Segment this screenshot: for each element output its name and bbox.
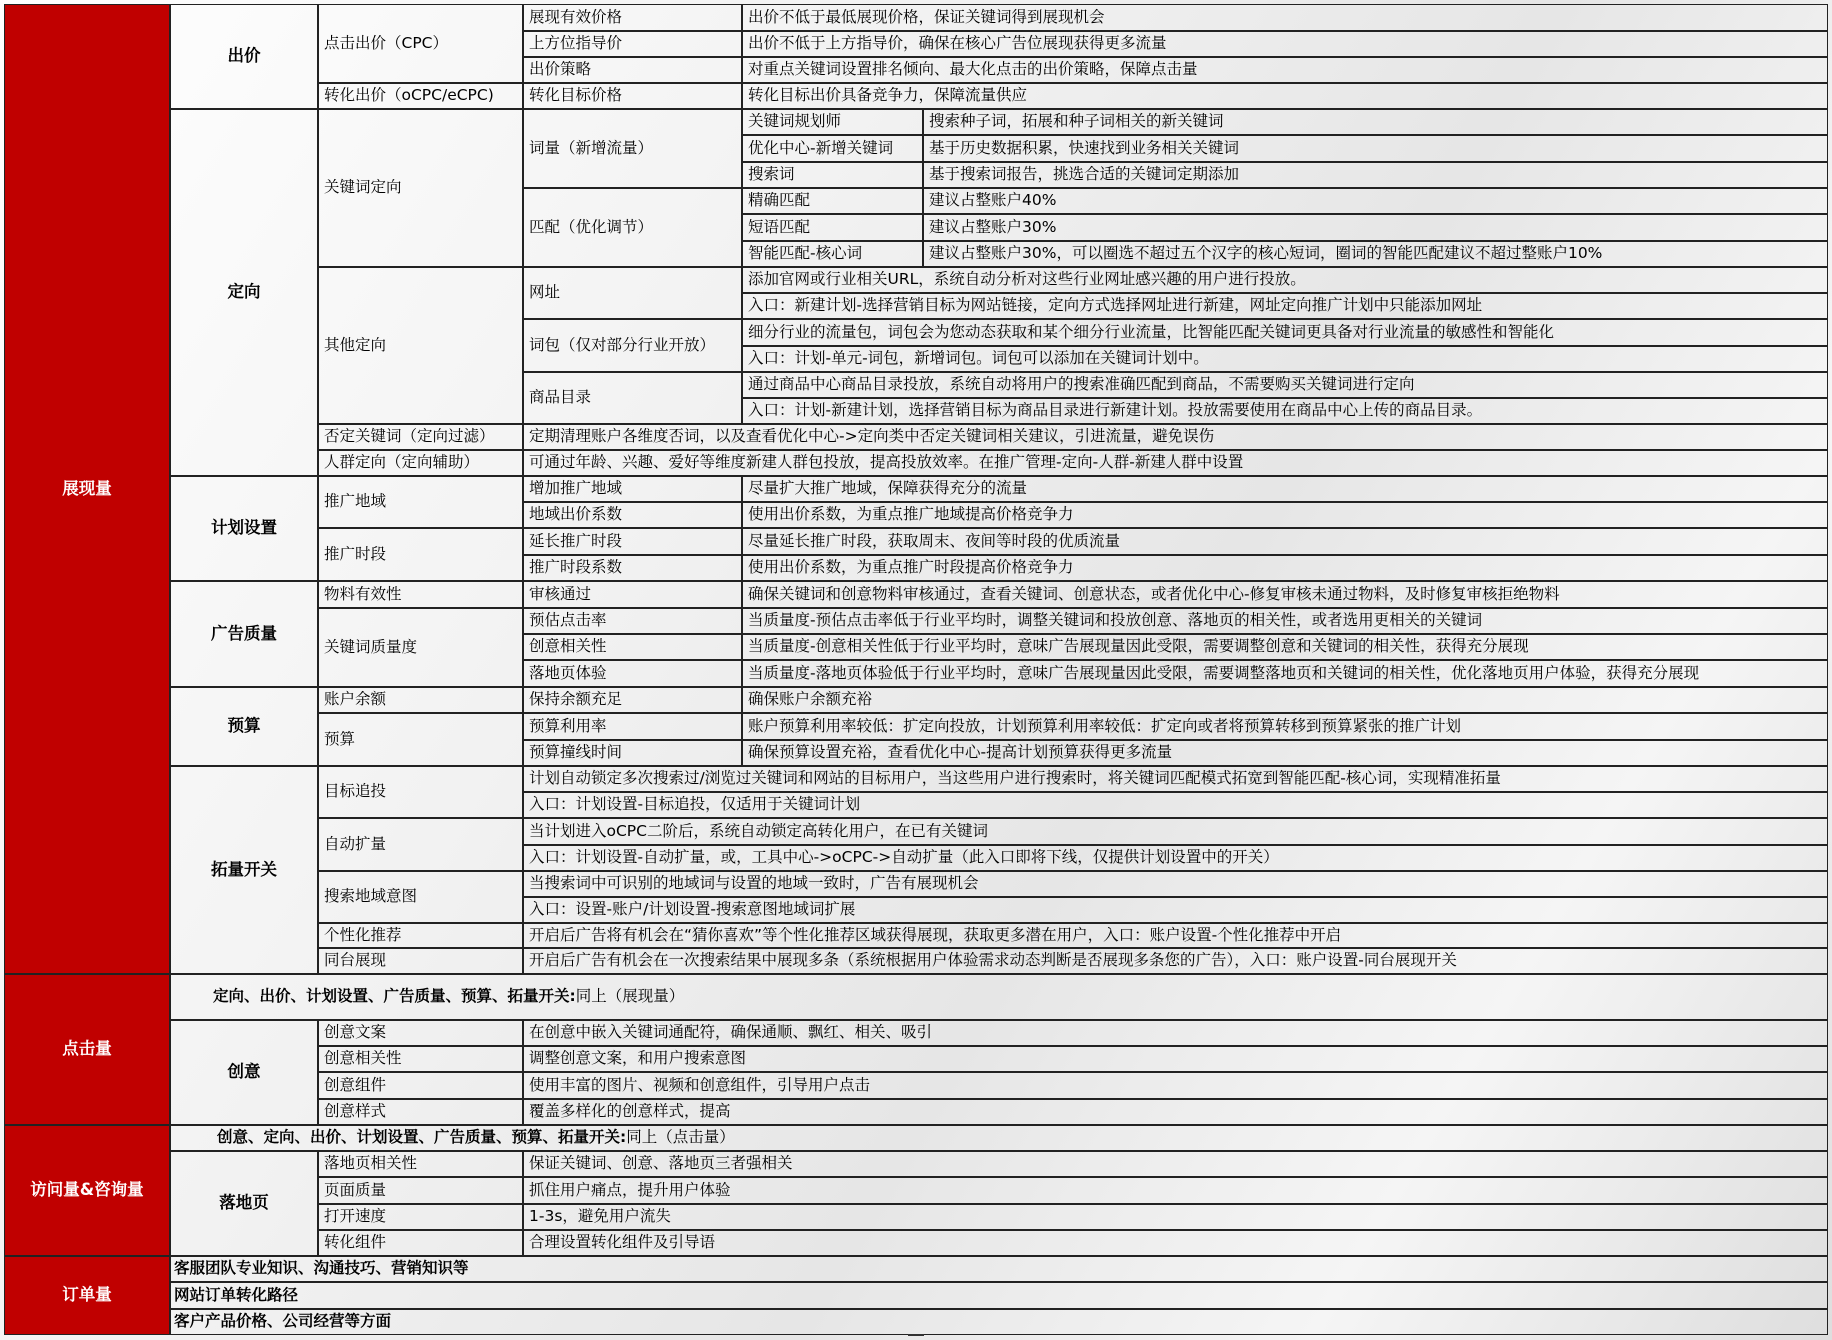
targeting-catalog-desc: 通过商品中心商品目录投放，系统自动将用户的搜索准确匹配到商品，不需要购买关键词进行定向 — [742, 372, 1828, 398]
orders-row: 客服团队专业知识、沟通技巧、营销知识等 — [170, 1256, 1828, 1282]
section-orders: 订单量 — [4, 1256, 170, 1335]
expansion-retarget-entry: 入口：计划设置-目标追投，仅适用于关键词计划 — [523, 792, 1828, 818]
keyword-desc: 搜索种子词，拓展和种子词相关的新关键词 — [923, 109, 1828, 135]
plan-item: 延长推广时段 — [523, 528, 742, 555]
expansion-retarget-desc: 计划自动锁定多次搜索过/浏览过关键词和网站的目标用户，当这些用户进行搜索时，将关键词匹配模式拓宽到智能匹配-核心词，实现精准拓量 — [523, 766, 1828, 792]
category-landing: 落地页 — [170, 1151, 318, 1256]
budget-balance: 账户余额 — [318, 687, 523, 713]
plan-desc: 尽量延长推广时段，获取周末、夜间等时段的优质流量 — [742, 528, 1828, 555]
creative-desc: 覆盖多样化的创意样式，提高 — [523, 1099, 1828, 1125]
budget-desc: 确保预算设置充裕，查看优化中心-提高计划预算获得更多流量 — [742, 740, 1828, 766]
expansion-personal: 个性化推荐 — [318, 923, 523, 948]
plan-item: 地域出价系数 — [523, 502, 742, 528]
category-ad-quality: 广告质量 — [170, 581, 318, 687]
expansion-personal-desc: 开启后广告将有机会在“猜你喜欢”等个性化推荐区域获得展现，获取更多潜在用户，入口：账户设置-个性化推荐中开启 — [523, 923, 1828, 948]
match-desc: 建议占整账户40% — [923, 188, 1828, 214]
creative-item: 创意文案 — [318, 1020, 523, 1046]
budget-item: 保持余额充足 — [523, 687, 742, 713]
quality-material: 物料有效性 — [318, 581, 523, 608]
bid-item: 转化目标价格 — [523, 83, 742, 109]
quality-item: 创意相关性 — [523, 634, 742, 660]
creative-desc: 使用丰富的图片、视频和创意组件，引导用户点击 — [523, 1072, 1828, 1099]
plan-region: 推广地域 — [318, 476, 523, 528]
expansion-multi-desc: 开启后广告有机会在一次搜索结果中展现多条（系统根据用户体验需求动态判断是否展现多条您的广告），入口：账户设置-同台展现开关 — [523, 948, 1828, 974]
expansion-geo-entry: 入口：设置-账户/计划设置-搜索意图地域词扩展 — [523, 897, 1828, 923]
targeting-url-entry: 入口：新建计划-选择营销目标为网站链接，定向方式选择网址进行新建，网址定向推广计划中只能添加网址 — [742, 293, 1828, 319]
quality-item: 预估点击率 — [523, 608, 742, 634]
budget-desc: 确保账户余额充裕 — [742, 687, 1828, 713]
match-desc: 建议占整账户30% — [923, 214, 1828, 241]
budget-desc: 账户预算利用率较低：扩定向投放，计划预算利用率较低：扩定向或者将预算转移到预算紧张的推广计划 — [742, 713, 1828, 740]
bid-desc: 出价不低于上方指导价，确保在核心广告位展现获得更多流量 — [742, 31, 1828, 57]
landing-desc: 合理设置转化组件及引导语 — [523, 1230, 1828, 1256]
match-type: 短语匹配 — [742, 214, 923, 241]
section-visits: 访问量&咨询量 — [4, 1125, 170, 1256]
landing-desc: 保证关键词、创意、落地页三者强相关 — [523, 1151, 1828, 1177]
expansion-geo: 搜索地域意图 — [318, 871, 523, 923]
targeting-pack-entry: 入口：计划-单元-词包，新增词包。词包可以添加在关键词计划中。 — [742, 346, 1828, 372]
category-plan-settings: 计划设置 — [170, 476, 318, 581]
section-impressions: 展现量 — [4, 4, 170, 974]
creative-item: 创意样式 — [318, 1099, 523, 1125]
expansion-auto-desc: 当计划进入oCPC二阶后，系统自动锁定高转化用户，在已有关键词 — [523, 818, 1828, 845]
match-type: 精确匹配 — [742, 188, 923, 214]
landing-item: 落地页相关性 — [318, 1151, 523, 1177]
targeting-url-desc: 添加官网或行业相关URL，系统自动分析对这些行业网址感兴趣的用户进行投放。 — [742, 267, 1828, 293]
category-creative: 创意 — [170, 1020, 318, 1125]
clicks-summary-label: 定向、出价、计划设置、广告质量、预算、拓量开关: — [213, 987, 576, 1006]
budget-item: 预算撞线时间 — [523, 740, 742, 766]
orders-row: 客户产品价格、公司经营等方面 — [170, 1309, 1828, 1335]
keyword-tool: 优化中心-新增关键词 — [742, 135, 923, 162]
plan-item: 增加推广地域 — [523, 476, 742, 502]
bid-desc: 转化目标出价具备竞争力，保障流量供应 — [742, 83, 1828, 109]
bid-desc: 出价不低于最低展现价格，保证关键词得到展现机会 — [742, 4, 1828, 31]
keyword-tool: 关键词规划师 — [742, 109, 923, 135]
budget-budget: 预算 — [318, 713, 523, 766]
bid-ocpc: 转化出价（oCPC/eCPC) — [318, 83, 523, 109]
targeting-audience: 人群定向（定向辅助） — [318, 450, 523, 476]
keyword-desc: 基于搜索词报告，挑选合适的关键词定期添加 — [923, 162, 1828, 188]
bid-item: 上方位指导价 — [523, 31, 742, 57]
expansion-geo-desc: 当搜索词中可识别的地域词与设置的地域一致时，广告有展现机会 — [523, 871, 1828, 897]
expansion-auto: 自动扩量 — [318, 818, 523, 871]
bid-cpc: 点击出价（CPC） — [318, 4, 523, 83]
targeting-keyword: 关键词定向 — [318, 109, 523, 267]
clicks-summary — [170, 974, 1828, 1020]
targeting-catalog: 商品目录 — [523, 372, 742, 424]
keyword-tool: 搜索词 — [742, 162, 923, 188]
plan-desc: 使用出价系数，为重点推广时段提高价格竞争力 — [742, 555, 1828, 581]
match-desc: 建议占整账户30%，可以圈选不超过五个汉字的核心短词，圈词的智能匹配建议不超过整账户10% — [923, 241, 1828, 267]
category-targeting: 定向 — [170, 109, 318, 476]
creative-item: 创意组件 — [318, 1072, 523, 1099]
quality-keyword: 关键词质量度 — [318, 608, 523, 687]
targeting-negative-desc: 定期清理账户各维度否词，以及查看优化中心->定向类中否定关键词相关建议，引进流量，避免误伤 — [523, 424, 1828, 450]
landing-item: 转化组件 — [318, 1230, 523, 1256]
targeting-match: 匹配（优化调节） — [523, 188, 742, 267]
targeting-pack: 词包（仅对部分行业开放） — [523, 319, 742, 372]
targeting-catalog-entry: 入口：计划-新建计划，选择营销目标为商品目录进行新建计划。投放需要使用在商品中心上传的商品目录。 — [742, 398, 1828, 424]
plan-item: 推广时段系数 — [523, 555, 742, 581]
orders-row: 网站订单转化路径 — [170, 1282, 1828, 1309]
landing-item: 打开速度 — [318, 1204, 523, 1230]
category-budget: 预算 — [170, 687, 318, 766]
section-clicks: 点击量 — [4, 974, 170, 1125]
plan-time: 推广时段 — [318, 528, 523, 581]
expansion-retarget: 目标追投 — [318, 766, 523, 818]
match-type: 智能匹配-核心词 — [742, 241, 923, 267]
targeting-pack-desc: 细分行业的流量包，词包会为您动态获取和某个细分行业流量，比智能匹配关键词更具备对行业流量的敏感性和智能化 — [742, 319, 1828, 346]
keyword-desc: 基于历史数据积累，快速找到业务相关关键词 — [923, 135, 1828, 162]
bid-item: 出价策略 — [523, 57, 742, 83]
bid-item: 展现有效价格 — [523, 4, 742, 31]
targeting-volume: 词量（新增流量） — [523, 109, 742, 188]
targeting-url: 网址 — [523, 267, 742, 319]
landing-item: 页面质量 — [318, 1177, 523, 1204]
visits-summary-label: 创意、定向、出价、计划设置、广告质量、预算、拓量开关: — [217, 1128, 627, 1147]
quality-item: 审核通过 — [523, 581, 742, 608]
landing-desc: 抓住用户痛点，提升用户体验 — [523, 1177, 1828, 1204]
page-marker — [908, 1334, 924, 1336]
visits-summary — [170, 1125, 1828, 1151]
landing-desc: 1-3s，避免用户流失 — [523, 1204, 1828, 1230]
targeting-audience-desc: 可通过年龄、兴趣、爱好等维度新建人群包投放，提高投放效率。在推广管理-定向-人群-新建人群中设置 — [523, 450, 1828, 476]
bid-desc: 对重点关键词设置排名倾向、最大化点击的出价策略，保障点击量 — [742, 57, 1828, 83]
visits-summary-text: 同上（点击量） — [626, 1128, 735, 1147]
creative-desc: 调整创意文案，和用户搜索意图 — [523, 1046, 1828, 1072]
quality-desc: 当质量度-预估点击率低于行业平均时，调整关键词和投放创意、落地页的相关性，或者选用更相关的关键词 — [742, 608, 1828, 634]
expansion-auto-entry: 入口：计划设置-自动扩量，或，工具中心->oCPC->自动扩量（此入口即将下线，仅提供计划设置中的开关） — [523, 845, 1828, 871]
plan-desc: 尽量扩大推广地域，保障获得充分的流量 — [742, 476, 1828, 502]
quality-item: 落地页体验 — [523, 660, 742, 687]
clicks-summary-text: 同上（展现量） — [575, 987, 685, 1006]
creative-item: 创意相关性 — [318, 1046, 523, 1072]
budget-item: 预算利用率 — [523, 713, 742, 740]
expansion-multi: 同台展现 — [318, 948, 523, 974]
targeting-other: 其他定向 — [318, 267, 523, 424]
quality-desc: 确保关键词和创意物料审核通过，查看关键词、创意状态，或者优化中心-修复审核未通过物料，及时修复审核拒绝物料 — [742, 581, 1828, 608]
creative-desc: 在创意中嵌入关键词通配符，确保通顺、飘红、相关、吸引 — [523, 1020, 1828, 1046]
quality-desc: 当质量度-落地页体验低于行业平均时，意味广告展现量因此受限，需要调整落地页和关键词的相关性，优化落地页用户体验，获得充分展现 — [742, 660, 1828, 687]
category-expansion: 拓量开关 — [170, 766, 318, 974]
quality-desc: 当质量度-创意相关性低于行业平均时，意味广告展现量因此受限，需要调整创意和关键词的相关性，获得充分展现 — [742, 634, 1828, 660]
plan-desc: 使用出价系数，为重点推广地域提高价格竞争力 — [742, 502, 1828, 528]
targeting-negative: 否定关键词（定向过滤） — [318, 424, 523, 450]
category-bid: 出价 — [170, 4, 318, 109]
